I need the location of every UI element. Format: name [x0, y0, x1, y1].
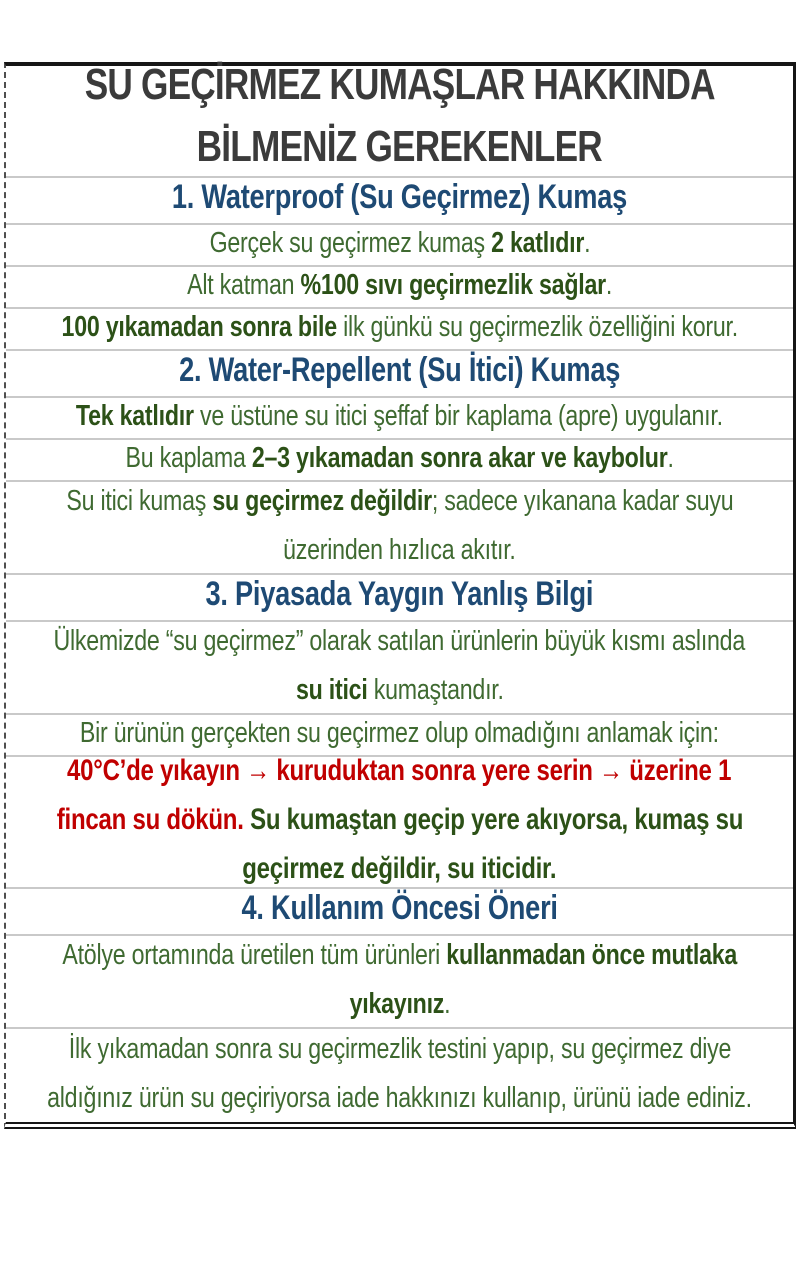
- text-line: [115, 175, 684, 226]
- section-2-row-2: [6, 440, 793, 482]
- text-segment: 2 katlıdır: [490, 226, 584, 259]
- section-4-heading: [6, 889, 793, 936]
- text-line: [270, 668, 530, 717]
- text-segment: 40°C’de yıkayın → kuruduktan sonra yere serin → üzerine 1: [67, 753, 732, 787]
- text-line: [0, 1076, 800, 1125]
- text-segment: aldığınız ürün su geçiriyorsa iade hakkınızı kullanıp, ürünü iade ediniz.: [47, 1081, 752, 1114]
- text-segment: kullanmadan önce mutlaka: [446, 938, 737, 971]
- text-line-content: [68, 1027, 730, 1076]
- text-segment: yıkayınız: [349, 987, 444, 1020]
- text-line-content: [296, 668, 504, 717]
- text-segment: BİLMENİZ GEREKENLER: [196, 122, 603, 171]
- text-segment: Su itici kumaş: [65, 484, 212, 517]
- text-segment: üzerinden hızlıca akıtır.: [283, 533, 516, 566]
- text-segment: .: [583, 226, 590, 259]
- text-line-content: [56, 798, 742, 847]
- text-line: [0, 619, 800, 668]
- text-line: [0, 305, 800, 354]
- text-segment: SU GEÇİRMEZ KUMAŞLAR HAKKINDA: [84, 60, 715, 109]
- text-segment: 3. Piyasada Yaygın Yanlış Bilgi: [205, 575, 594, 613]
- text-line: [0, 479, 800, 528]
- text-segment: Gerçek su geçirmez kumaş: [209, 226, 491, 259]
- text-line: [202, 886, 597, 937]
- text-segment: geçirmez değildir, su iticidir.: [242, 851, 557, 885]
- text-line-content: [85, 59, 715, 121]
- text-segment: 2–3 yıkamadan sonra akar ve kaybolur: [251, 441, 668, 474]
- text-segment: Bu kaplama: [125, 441, 252, 474]
- text-line: [0, 798, 800, 847]
- text-line-content: [125, 436, 673, 485]
- section-3-heading: [6, 575, 793, 622]
- text-segment: 2. Water-Repellent (Su İtici) Kumaş: [178, 351, 620, 389]
- text-segment: Tek katlıdır: [76, 399, 194, 432]
- text-segment: su itici: [295, 673, 368, 706]
- text-segment: .: [605, 268, 612, 301]
- text-line: [124, 348, 675, 399]
- text-segment: .: [443, 987, 450, 1020]
- text-line: [0, 1027, 800, 1076]
- section-1-heading: [6, 178, 793, 225]
- text-segment: .: [667, 441, 674, 474]
- text-segment: ve üstüne su itici şeffaf bir kaplama (apre) uygulanır.: [193, 399, 723, 432]
- text-segment: 100 yıkamadan sonra bile: [61, 310, 337, 343]
- section-1-row-1: [6, 225, 793, 267]
- section-4-row-2: [6, 1029, 793, 1122]
- text-segment: ; sadece yıkanana kadar suyu: [431, 484, 734, 517]
- text-line-content: [206, 572, 594, 623]
- text-line-content: [197, 121, 602, 183]
- section-2-row-1: [6, 398, 793, 440]
- section-2-heading: [6, 351, 793, 398]
- text-segment: 1. Waterproof (Su Geçirmez) Kumaş: [171, 178, 628, 216]
- info-table: [4, 62, 796, 1129]
- text-line: [0, 749, 800, 798]
- text-segment: ilk günkü su geçirmezlik özelliğini korur.: [336, 310, 738, 343]
- text-line-content: [172, 175, 627, 226]
- text-line: [57, 436, 742, 485]
- section-2-row-3: [6, 482, 793, 575]
- section-4-row-1: [6, 936, 793, 1029]
- wash-test-warning: [6, 753, 793, 889]
- text-segment: fincan su dökün.: [56, 802, 250, 836]
- text-segment: Atölye ortamında üretilen tüm ürünleri: [62, 938, 447, 971]
- text-line-content: [349, 982, 450, 1031]
- text-line: [146, 121, 653, 183]
- section-1-row-2: [6, 267, 793, 309]
- text-segment: Bir ürünün gerçekten su geçirmez olup olmadığını anlamak için:: [80, 716, 719, 749]
- text-line-content: [179, 348, 620, 399]
- text-segment: su geçirmez değildir: [211, 484, 432, 517]
- text-line-content: [47, 1076, 752, 1125]
- section-3-row-1: [6, 622, 793, 715]
- text-segment: 4. Kullanım Öncesi Öneri: [241, 889, 558, 927]
- text-segment: Su kumaştan geçip yere akıyorsa, kumaş su: [249, 802, 743, 836]
- text-segment: İlk yıkamadan sonra su geçirmezlik testini yapıp, su geçirmez diye: [68, 1032, 731, 1065]
- text-segment: Alt katman: [186, 268, 301, 301]
- text-line-content: [54, 619, 746, 668]
- text-line-content: [66, 479, 733, 528]
- text-segment: Ülkemizde “su geçirmez” olarak satılan ürünlerin büyük kısmı aslında: [53, 624, 746, 657]
- text-line-content: [61, 305, 737, 354]
- page-title: [6, 60, 793, 178]
- text-line: [337, 982, 463, 1031]
- text-line: [6, 59, 793, 121]
- text-line-content: [241, 886, 557, 937]
- section-1-row-3: [6, 309, 793, 351]
- text-segment: %100 sıvı geçirmezlik sağlar: [300, 268, 606, 301]
- text-line-content: [67, 749, 731, 798]
- text-line-content: [62, 933, 737, 982]
- text-line: [0, 933, 800, 982]
- text-line: [157, 572, 642, 623]
- text-line: [254, 528, 545, 577]
- text-segment: kumaştandır.: [367, 673, 504, 706]
- text-line-content: [283, 528, 516, 577]
